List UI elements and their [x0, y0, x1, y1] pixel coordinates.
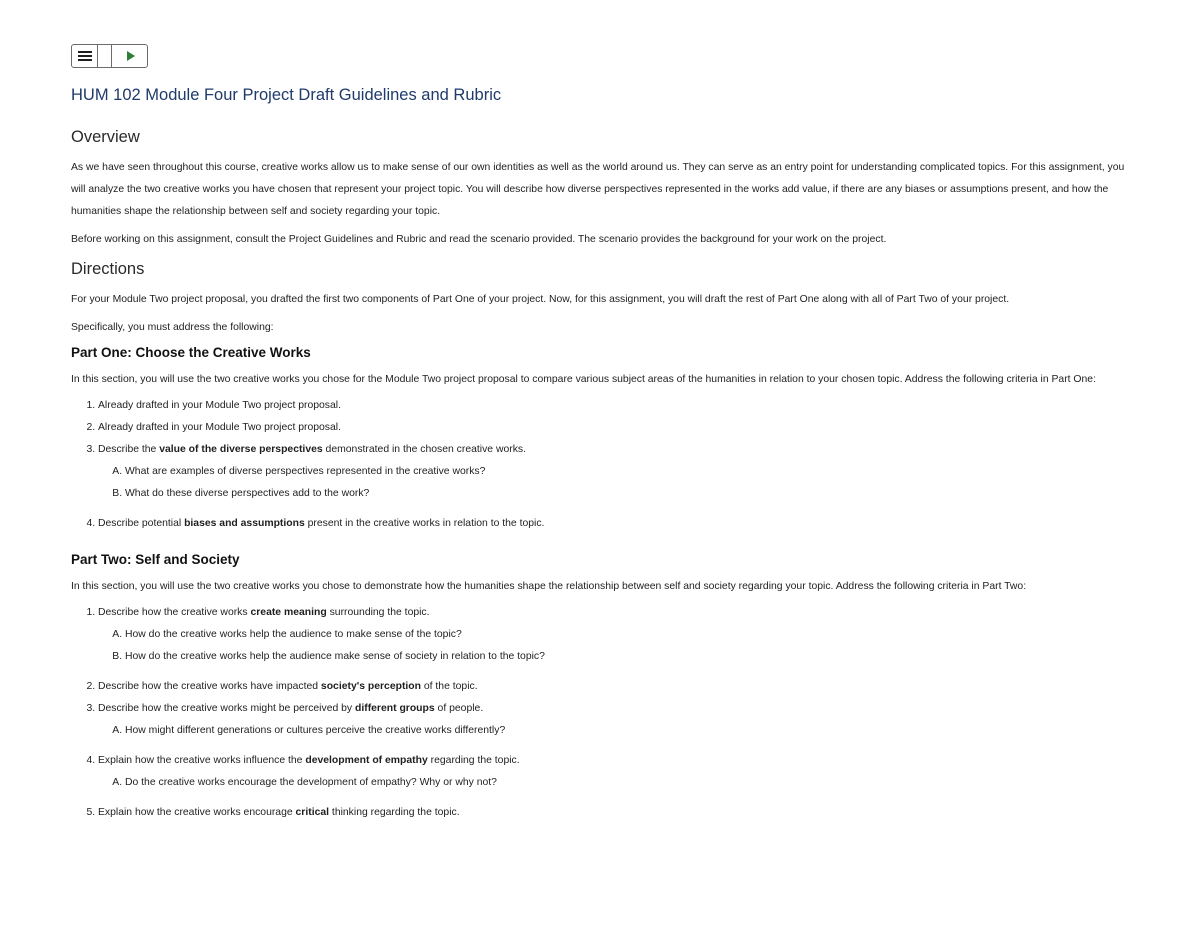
list-item: 3. Describe the value of the diverse perspectives demonstrated in the chosen creative works. A. What are examples of diverse perspectives represented in the creative works? B. What do these diverse perspectives add to the work?: [98, 439, 1131, 505]
play-icon: [127, 51, 135, 61]
sub-list-item: A. What are examples of diverse perspectives represented in the creative works?: [125, 461, 1131, 483]
sub-list: [98, 624, 1131, 668]
overview-paragraph-2: Before working on this assignment, consult the Project Guidelines and Rubric and read the scenario provided. The scenario provides the background for your work on the project.: [71, 234, 887, 245]
list-item: 1. Already drafted in your Module Two project proposal.: [98, 395, 1131, 417]
toolbar-separator-button[interactable]: [98, 45, 112, 67]
directions-paragraph-2: Specifically, you must address the following:: [71, 322, 274, 333]
sub-list-item: A. How do the creative works help the audience to make sense of the topic?: [125, 624, 1131, 646]
part-two-intro: In this section, you will use the two creative works you chose to demonstrate how the humanities shape the relationship between self and society regarding your topic. Address the following criteria in Part Two:: [71, 581, 1027, 592]
document-toolbar: [71, 44, 148, 68]
list-item: 5. Explain how the creative works encourage critical thinking regarding the topic.: [98, 802, 1131, 824]
sub-list-item: A. How might different generations or cultures perceive the creative works differently?: [125, 720, 1131, 742]
hamburger-menu-icon: [78, 51, 92, 61]
overview-paragraph-1: As we have seen throughout this course, creative works allow us to make sense of our own identities as well as the world around us. They can serve as an entry point for understanding complicated topics. For this assignment, you will analyze the two creative works you have chosen that represent your project topic. You will describe how diverse perspectives represented in the works add value, if there are any biases or assumptions present, and how the humanities shape the relationship between self and society regarding your topic.: [71, 162, 1125, 217]
document-content: [71, 86, 1131, 824]
sub-list-item: A. Do the creative works encourage the development of empathy? Why or why not?: [125, 772, 1131, 794]
page-title: HUM 102 Module Four Project Draft Guidelines and Rubric: [71, 86, 502, 104]
sub-list-item: B. What do these diverse perspectives add to the work?: [125, 483, 1131, 505]
list-item: 4. Explain how the creative works influence the development of empathy regarding the topic. A. Do the creative works encourage the development of empathy? Why or why not?: [98, 750, 1131, 794]
sub-list-item: B. How do the creative works help the audience make sense of society in relation to the topic?: [125, 646, 1131, 668]
play-button[interactable]: [112, 45, 147, 67]
list-item: 4. Describe potential biases and assumptions present in the creative works in relation to the topic.: [98, 513, 1131, 535]
directions-paragraph-1: For your Module Two project proposal, you drafted the first two components of Part One of your project. Now, for this assignment, you will draft the rest of Part One along with all of Part Two of your project.: [71, 294, 1010, 305]
list-item: 2. Already drafted in your Module Two project proposal.: [98, 417, 1131, 439]
part-one-intro: In this section, you will use the two creative works you chose for the Module Two project proposal to compare various subject areas of the humanities in relation to your chosen topic. Address the following criteria in Part One:: [71, 374, 1096, 385]
sub-list: [98, 461, 1131, 505]
overview-heading: Overview: [71, 128, 140, 146]
menu-button[interactable]: [72, 45, 98, 67]
list-item: 3. Describe how the creative works might be perceived by different groups of people. A. How might different generations or cultures perceive the creative works differently?: [98, 698, 1131, 742]
part-two-criteria-list: [71, 602, 1131, 824]
list-item: 1. Describe how the creative works create meaning surrounding the topic. A. How do the creative works help the audience to make sense of the topic? B. How do the creative works help the audience make sense of society in relation to the topic?: [98, 602, 1131, 668]
part-one-heading: Part One: Choose the Creative Works: [71, 345, 311, 360]
part-two-heading: Part Two: Self and Society: [71, 552, 240, 567]
part-one-criteria-list: [71, 395, 1131, 535]
sub-list: [98, 720, 1131, 742]
sub-list: [98, 772, 1131, 794]
directions-heading: Directions: [71, 260, 145, 278]
list-item: 2. Describe how the creative works have impacted society's perception of the topic.: [98, 676, 1131, 698]
